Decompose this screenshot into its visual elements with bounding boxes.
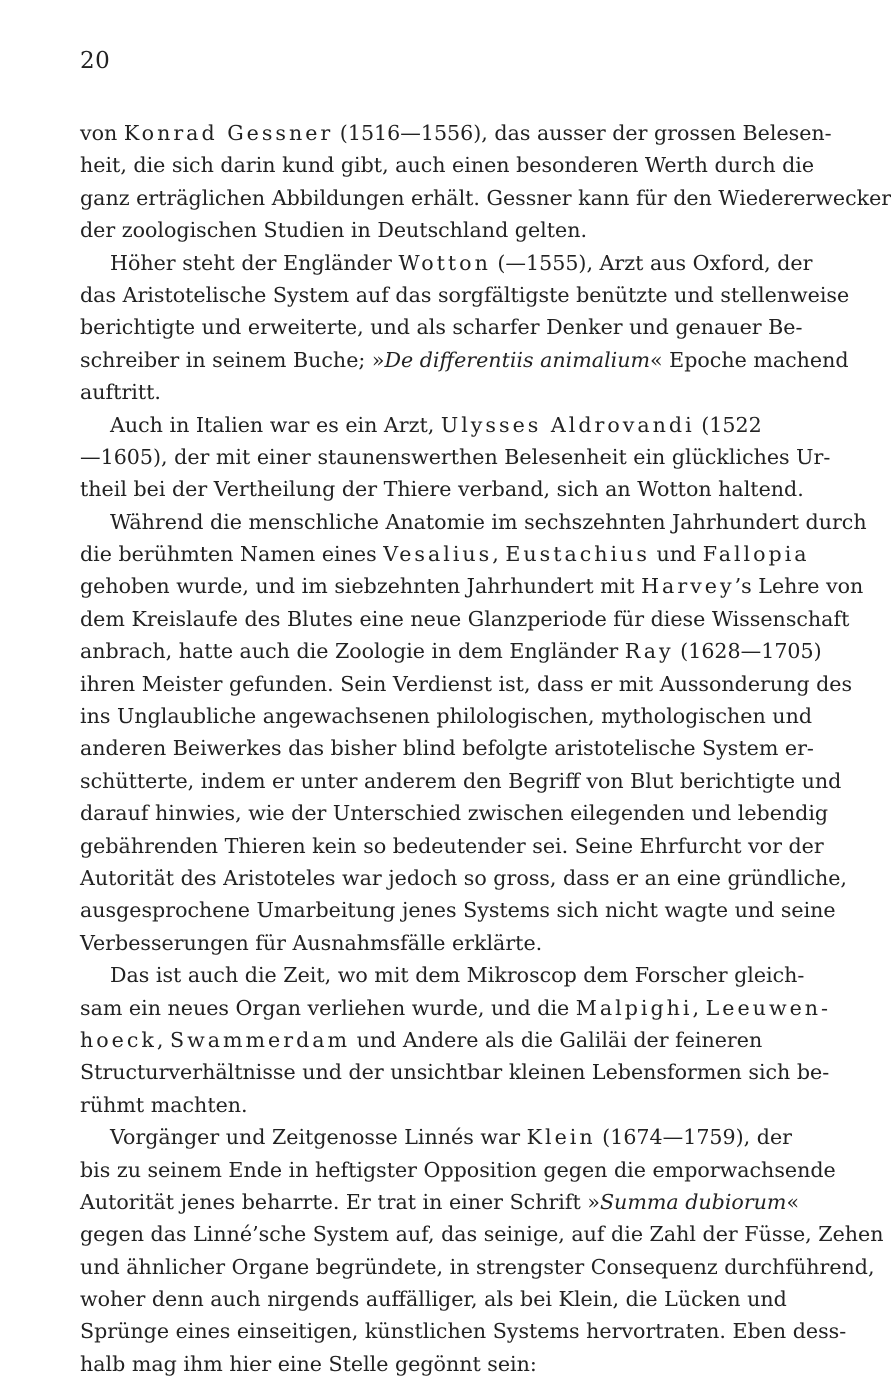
text-line	[80, 506, 867, 538]
text-run: ins Unglaubliche angewachsenen philologischen, mythologischen und	[80, 704, 813, 729]
text-line	[80, 1315, 847, 1347]
text-run: Autorität jenes beharrte. Er trat in einer Schrift »	[80, 1189, 600, 1214]
text-run: und	[649, 542, 703, 567]
text-run: von	[80, 121, 124, 145]
text-line	[80, 668, 853, 700]
text-run: Auch in Italien war es ein Arzt,	[110, 412, 441, 437]
text-run: anderen Beiwerkes das bisher blind befolgte aristotelische System er-	[80, 736, 814, 761]
text-line	[80, 149, 815, 181]
text-run: der zoologischen Studien in Deutschland gelten.	[80, 218, 588, 243]
text-line	[80, 311, 803, 343]
spaced-name: Ulysses Aldrovandi	[440, 412, 695, 437]
text-line	[80, 344, 849, 376]
text-line	[80, 959, 805, 991]
spaced-name: Klein	[526, 1125, 596, 1150]
text-run: ganz erträglichen Abbildungen erhält. Gessner kann für den Wiedererwecker	[80, 185, 891, 210]
page-body-text	[80, 117, 891, 1380]
text-line	[80, 765, 842, 797]
text-run: rühmt machten.	[80, 1092, 248, 1117]
text-line	[80, 376, 722, 408]
text-run: anbrach, hatte auch die Zoologie in dem Engländer	[80, 639, 625, 664]
text-line	[80, 1283, 787, 1315]
page-number: 20	[80, 48, 111, 74]
spaced-name: Malpighi	[575, 995, 693, 1020]
text-line	[80, 830, 824, 862]
text-run: Verbesserungen für Ausnahmsfälle erklärte.	[80, 930, 543, 955]
text-run: Das ist auch die Zeit, wo mit dem Mikroscop dem Forscher gleich-	[110, 963, 805, 988]
text-run: gebährenden Thieren kein so bedeutender sei. Seine Ehrfurcht vor der	[80, 833, 824, 858]
text-line	[80, 700, 813, 732]
text-line	[80, 409, 762, 441]
text-run: Autorität des Aristoteles war jedoch so gross, dass er an eine gründliche,	[80, 865, 847, 890]
text-line	[80, 473, 804, 505]
text-run: (1516—1556), das ausser der grossen Belesen-	[333, 121, 832, 145]
text-line	[80, 927, 722, 959]
text-line	[80, 1186, 800, 1218]
text-run: dem Kreislaufe des Blutes eine neue Glanzperiode für diese Wissenschaft	[80, 606, 850, 631]
text-run: berichtigte und erweiterte, und als scharfer Denker und genauer Be-	[80, 315, 803, 340]
text-run: gehoben wurde, und im siebzehnten Jahrhundert mit	[80, 574, 642, 599]
text-run: schreiber in seinem Buche; »	[80, 347, 385, 372]
text-line	[80, 1056, 830, 1088]
text-line	[80, 797, 829, 829]
text-run: das Aristotelische System auf das sorgfältigste benützte und stellenweise	[80, 282, 850, 307]
text-line	[80, 894, 836, 926]
spaced-name: Wotton	[398, 250, 491, 275]
text-run: halb mag ihm hier eine Stelle gegönnt sein:	[80, 1351, 537, 1376]
text-line	[80, 1024, 763, 1056]
text-run: theil bei der Vertheilung der Thiere verband, sich an Wotton haltend.	[80, 477, 804, 502]
spaced-name: Leeuwen-	[705, 995, 831, 1020]
spaced-name: Vesalius	[383, 542, 493, 567]
text-line	[80, 732, 814, 764]
text-line	[80, 603, 850, 635]
spaced-name: Harvey	[641, 574, 735, 599]
text-line	[80, 538, 810, 570]
text-line	[80, 1251, 875, 1283]
text-line	[80, 117, 832, 149]
spaced-name: hoeck	[80, 1027, 157, 1052]
text-run: schütterte, indem er unter anderem den Begriff von Blut berichtigte und	[80, 768, 842, 793]
text-run: —1605), der mit einer staunenswerthen Belesenheit ein glückliches Ur-	[80, 444, 831, 469]
spaced-name: Konrad Gessner	[123, 121, 334, 145]
text-run: Während die menschliche Anatomie im sechszehnten Jahrhundert durch	[110, 509, 867, 534]
spaced-name: Eustachius	[505, 542, 650, 567]
spaced-name: Swammerdam	[169, 1027, 351, 1052]
text-line	[80, 1218, 884, 1250]
text-run: heit, die sich darin kund gibt, auch einen besonderen Werth durch die	[80, 153, 815, 178]
text-run: Vorgänger und Zeitgenosse Linnés war	[110, 1125, 527, 1150]
text-line	[80, 992, 831, 1024]
text-line	[80, 182, 891, 214]
text-run: und Andere als die Galiläi der feineren	[350, 1027, 763, 1052]
text-line	[80, 1121, 792, 1153]
text-line	[80, 862, 847, 894]
italic-title: De differentiis animalium	[384, 347, 651, 372]
spaced-name: Ray	[624, 639, 674, 664]
text-run: ihren Meister gefunden. Sein Verdienst ist, dass er mit Aussonderung des	[80, 671, 853, 696]
text-run: ausgesprochene Umarbeitung jenes Systems sich nicht wagte und seine	[80, 898, 836, 923]
text-run: gegen das Linné’sche System auf, das seinige, auf die Zahl der Füsse, Zehen	[80, 1222, 884, 1247]
text-run: Sprünge eines einseitigen, künstlichen Systems hervortraten. Eben dess-	[80, 1319, 847, 1344]
italic-title: Summa dubiorum	[599, 1189, 787, 1214]
text-run: darauf hinwies, wie der Unterschied zwischen eilegenden und lebendig	[80, 801, 829, 826]
text-run: ’s Lehre von	[734, 574, 864, 599]
text-line	[80, 1154, 836, 1186]
text-run: (1628—1705)	[673, 639, 822, 664]
text-run: Höher steht der Engländer	[110, 250, 399, 275]
text-run: die berühmten Namen eines	[80, 542, 384, 567]
text-run: sam ein neues Organ verliehen wurde, und die	[80, 995, 576, 1020]
spaced-name: Fallopia	[702, 542, 810, 567]
text-run: bis zu seinem Ende in heftigster Opposition gegen die emporwachsende	[80, 1157, 836, 1182]
text-run: (1522	[694, 412, 762, 437]
text-line	[80, 1348, 722, 1380]
text-run: Structurverhältnisse und der unsichtbar kleinen Lebensformen sich be-	[80, 1060, 830, 1085]
text-run: und ähnlicher Organe begründete, in strengster Consequenz durchführend,	[80, 1254, 875, 1279]
text-run: woher denn auch nirgends auffälliger, als bei Klein, die Lücken und	[80, 1287, 787, 1312]
text-run: ,	[692, 995, 706, 1020]
text-run: « Epoche machend	[650, 347, 849, 372]
text-line	[80, 1089, 722, 1121]
text-line	[80, 441, 831, 473]
text-run: auftritt.	[80, 380, 161, 405]
text-run: (—1555), Arzt aus Oxford, der	[490, 250, 813, 275]
text-run: (1674—1759), der	[595, 1125, 792, 1150]
text-line	[80, 214, 722, 246]
text-run: ,	[492, 542, 506, 567]
text-line	[80, 279, 850, 311]
text-run: «	[786, 1189, 800, 1214]
text-run: ,	[156, 1027, 170, 1052]
text-line	[80, 635, 822, 667]
text-line	[80, 247, 813, 279]
text-line	[80, 570, 864, 602]
